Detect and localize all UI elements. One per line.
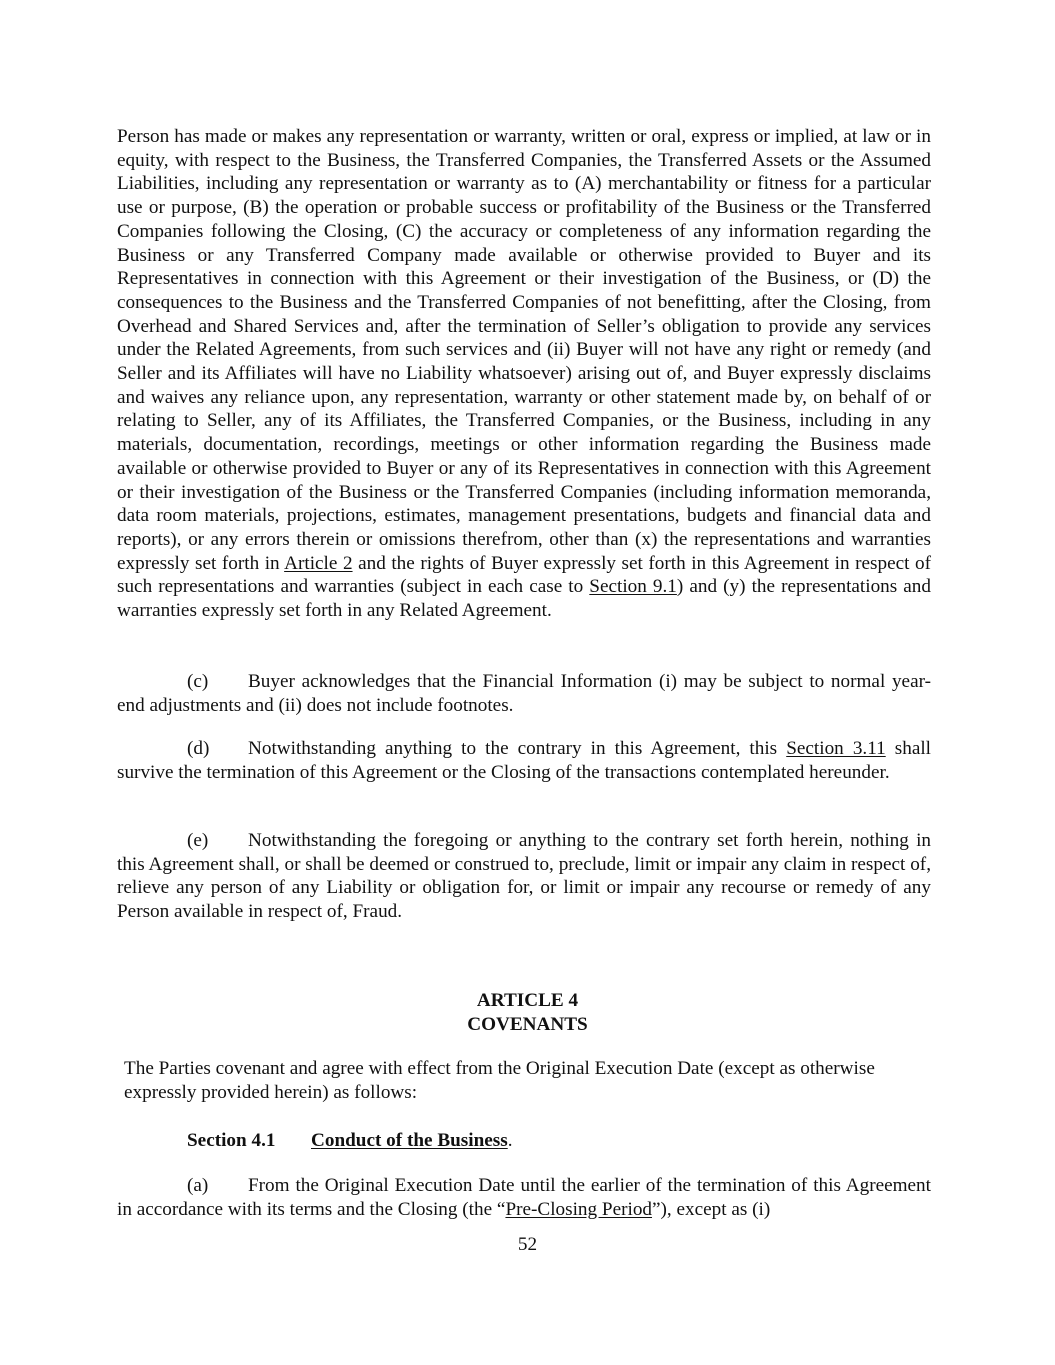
paragraph-text: Notwithstanding the foregoing or anything to the contrary set forth herein, nothing in this Agreement shall, or shall be deemed or construed to, preclude, limit or impair any claim in respect of, relieve any person of any Liability or obligation for, or limit or impair any recourse or remedy of any Person available in respect of, Fraud. [117,830,931,923]
paragraph-c [117,670,931,717]
article-title: COVENANTS [467,1014,588,1035]
paragraph-label: (d) [187,738,210,759]
paragraph-text: ”), except as (i) [652,1198,771,1220]
paragraph-label: (e) [187,830,209,851]
article-2-reference: Article 2 [284,552,353,574]
paragraph-label: (c) [187,671,209,692]
pre-closing-period-term: Pre-Closing Period [505,1198,653,1220]
section-number: Section 4.1 [187,1130,276,1151]
paragraph-label: (a) [187,1175,209,1196]
page-number: 52 [517,1234,538,1255]
paragraph-text: Person has made or makes any representation or warranty, written or oral, express or implied, at law or in equity, with respect to the Business, the Transferred Companies, the Transferred Assets or the Assumed Liabilities, including any representation or warranty as to (A) merchantability or fitness for a particular use or purpose, (B) the operation or probable success or profitability of the Business or the Transferred Companies following the Closing, (C) the accuracy or completeness of any information regarding the Business or any Transferred Company made available or otherwise provided to Buyer and its Representatives in connection with this Agreement or their investigation of the Business, or (D) the consequences to the Business and the Transferred Companies of not benefitting, after the Closing, from Overhead and Shared Services and, after the termination of Seller’s obligation to provide any services under the Related Agreements, from such services and (ii) Buyer will not have any right or remedy (and Seller and its Affiliates will have no Liability whatsoever) arising out of, and Buyer expressly disclaims and waives any reliance upon, any representation, warranty or other statement made by, on behalf of or relating to Seller, any of its Affiliates, the Transferred Companies, or the Business, including in any materials, documentation, recordings, meetings or other information regarding the Business made available or otherwise provided to Buyer or any of its Representatives in connection with this Agreement or their investigation of the Business or the Transferred Companies (including information memoranda, data room materials, projections, estimates, management presentations, budgets and financial data and reports), or any errors therein or omissions therefrom, other than (x) the representations and warranties expressly set forth in [117,126,931,574]
article-number: ARTICLE 4 [476,990,579,1011]
section-title: Conduct of the Business [311,1130,508,1151]
paragraph-e [117,829,931,924]
paragraph-4-1-a [117,1174,931,1221]
paragraph-text: ) and (y) the representations and warranties expressly set forth in any Related Agreement. [117,576,931,622]
section-3-11-reference: Section 3.11 [786,738,886,759]
paragraph-b-continuation [117,125,931,623]
section-title-period: . [507,1130,513,1151]
paragraph-d [117,737,931,784]
section-9-1-reference: Section 9.1 [589,576,677,598]
paragraph-text: Buyer acknowledges that the Financial Information (i) may be subject to normal year-end adjustments and (ii) does not include footnotes. [117,671,931,716]
paragraph-text: From the Original Execution Date until the earlier of the termination of this Agreement in accordance with its terms and the Closing (the “ [117,1175,931,1220]
paragraph-text: shall survive the termination of this Agreement or the Closing of the transactions contemplated hereunder. [117,738,932,783]
covenants-intro: The Parties covenant and agree with effect from the Original Execution Date (except as otherwise expressly provided herein) as follows: [124,1058,875,1103]
paragraph-text: Notwithstanding anything to the contrary in this Agreement, this [248,738,778,759]
section-4-1-heading [187,1129,513,1153]
paragraph-text: and the rights of Buyer expressly set forth in this Agreement in respect of such representations and warranties (subject in each case to [117,552,931,598]
